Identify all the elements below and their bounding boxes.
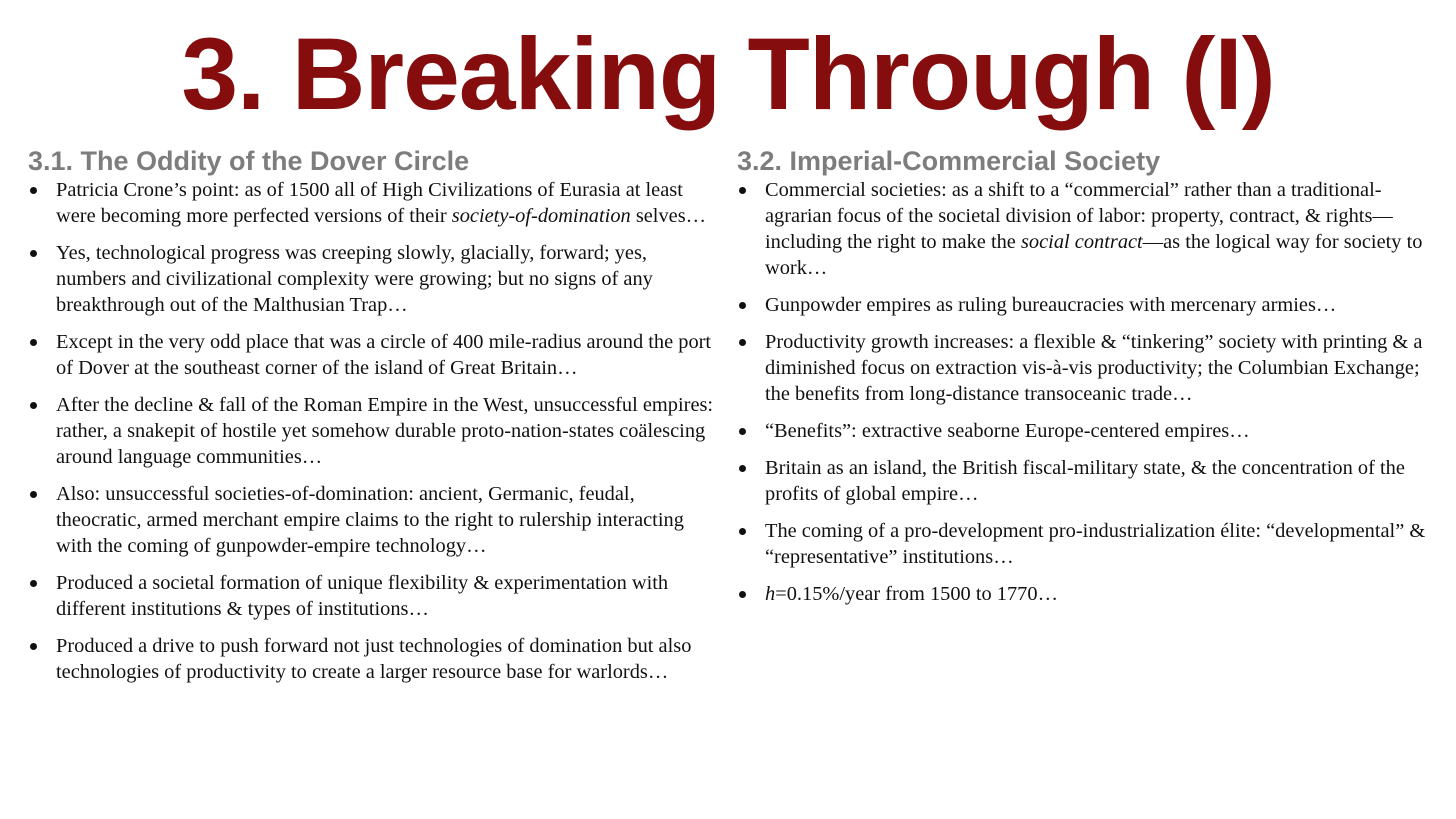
list-item: Yes, technological progress was creeping slowly, glacially, forward; yes, numbers and civilizational complexity were growing; but no signs of any breakthrough out of the Malthusian Trap… [28,240,722,318]
bullet-icon [30,580,37,587]
list-item: “Benefits”: extractive seaborne Europe-centered empires… [737,418,1427,444]
right-column [737,145,1427,618]
bullet-icon [739,591,746,598]
bullet-icon [30,491,37,498]
list-item: Patricia Crone’s point: as of 1500 all of High Civilizations of Eurasia at least were becoming more perfected versions of their society-of-domination selves… [28,177,722,229]
section-heading-imperial-commercial: 3.2. Imperial-Commercial Society [737,146,1161,176]
list-item: The coming of a pro-development pro-industrialization élite: “developmental” & “representative” institutions… [737,518,1427,570]
list-item: After the decline & fall of the Roman Empire in the West, unsuccessful empires: rather, a snakepit of hostile yet somehow durable proto-nation-states coälescing around language communities… [28,392,722,470]
list-item: Productivity growth increases: a flexible & “tinkering” society with printing & a diminished focus on extraction vis-à-vis productivity; the Columbian Exchange; the benefits from long-distance transoceanic trade… [737,329,1427,407]
bullet-list-dover-circle [28,177,722,685]
bullet-icon [30,339,37,346]
list-item: h=0.15%/year from 1500 to 1770… [737,581,1427,607]
list-item: Except in the very odd place that was a circle of 400 mile-radius around the port of Dover at the southeast corner of the island of Great Britain… [28,329,722,381]
bullet-icon [739,528,746,535]
bullet-icon [30,643,37,650]
list-item: Britain as an island, the British fiscal-military state, & the concentration of the profits of global empire… [737,455,1427,507]
bullet-icon [739,465,746,472]
list-item: Commercial societies: as a shift to a “commercial” rather than a traditional-agrarian focus of the societal division of labor: property, contract, & rights—including the right to make the social contract—as the logical way for society to work… [737,177,1427,281]
list-item: Produced a drive to push forward not just technologies of domination but also technologies of productivity to create a larger resource base for warlords… [28,633,722,685]
bullet-icon [739,339,746,346]
list-item: Gunpowder empires as ruling bureaucracies with mercenary armies… [737,292,1427,318]
bullet-icon [739,428,746,435]
bullet-icon [30,250,37,257]
bullet-icon [739,302,746,309]
list-item: Also: unsuccessful societies-of-domination: ancient, Germanic, feudal, theocratic, armed merchant empire claims to the right to rulership interacting with the coming of gunpowder-empire technology… [28,481,722,559]
bullet-icon [739,187,746,194]
section-heading-dover-circle: 3.1. The Oddity of the Dover Circle [28,146,470,176]
bullet-icon [30,402,37,409]
slide-title: 3. Breaking Through (I) [181,17,1275,131]
left-column [28,145,722,696]
bullet-icon [30,187,37,194]
list-item: Produced a societal formation of unique flexibility & experimentation with different institutions & types of institutions… [28,570,722,622]
bullet-list-imperial-commercial [737,177,1427,607]
